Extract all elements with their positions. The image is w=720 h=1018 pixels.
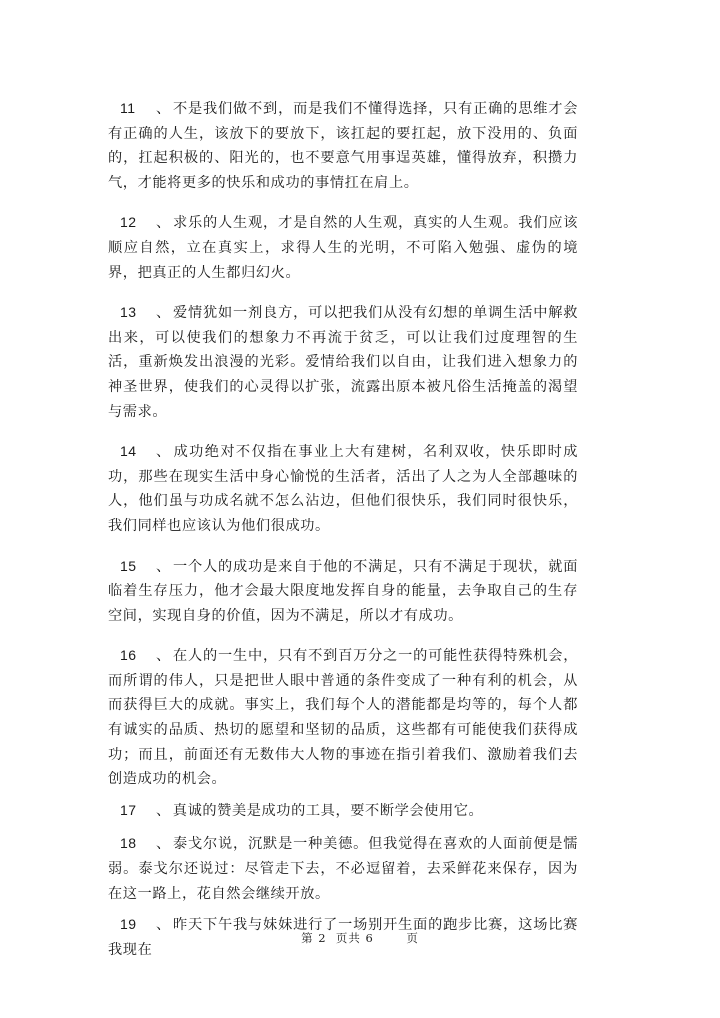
item-number: 14 — [120, 443, 137, 460]
item-text: 泰戈尔说，沉默是一种美德。但我觉得在喜欢的人面前便是懦弱。泰戈尔还说过：尽管走下去，不必逗留着，去采鲜花来保存，因为在这一路上，花自然会继续开放。 — [108, 836, 578, 902]
quote-item-18 — [108, 831, 578, 906]
quote-item-12 — [108, 210, 578, 285]
item-separator: 、 — [156, 648, 171, 665]
item-separator: 、 — [156, 101, 171, 117]
item-text: 爱情犹如一剂良方，可以把我们从没有幻想的单调生活中解救出来，可以使我们的想象力不再流于贫乏，可以让我们过度理智的生活，重新焕发出浪漫的光彩。爱情给我们以自由，让我们进入想象力的神圣世界，使我们的心灵得以扩张，流露出原本被凡俗生活掩盖的渴望与需求。 — [108, 305, 578, 420]
item-number: 13 — [120, 304, 137, 321]
page-number-suffix: 页 — [406, 931, 419, 945]
item-text: 真诚的赞美是成功的工具，要不断学会使用它。 — [172, 802, 484, 819]
item-text: 在人的一生中，只有不到百万分之一的可能性获得特殊机会，而所谓的伟人，只是把世人眼中普通的条件变成了一种有利的机会，从而获得巨大的成就。事实上，我们每个人的潜能都是均等的，每个人都有诚实的品质、热切的愿望和坚韧的品质，这些都有可能使我们获得成功；而且，前面还有无数伟大人物的事迹在指引着我们、激励着我们去创造成功的机会。 — [108, 648, 578, 788]
quote-item-11 — [108, 96, 578, 195]
page-number-gap — [374, 931, 407, 945]
item-number: 18 — [120, 835, 137, 852]
item-text: 昨天下午我与妹妹进行了一场别开生面的跑步比赛，这场比赛我现在 — [108, 917, 578, 958]
item-text: 求乐的人生观，才是自然的人生观，真实的人生观。我们应该顺应自然，立在真实上，求得人生的光明，不可陷入勉强、虚伪的境界，把真正的人生都归幻火。 — [108, 215, 578, 281]
quote-list — [108, 96, 578, 962]
quote-item-13 — [108, 300, 578, 424]
item-separator: 、 — [156, 802, 171, 819]
quote-item-16 — [108, 643, 578, 792]
page-footer — [0, 930, 720, 946]
quote-item-17 — [108, 798, 578, 824]
item-text: 一个人的成功是来自于他的不满足，只有不满足于现状，就面临着生存压力，他才会最大限度地发挥自身的能量，去争取自己的生存空间，实现自身的价值，因为不满足，所以才有成功。 — [108, 558, 578, 624]
page-number-prefix: 第 2 页共 6 — [301, 931, 374, 945]
item-number: 16 — [120, 647, 137, 664]
item-text: 成功绝对不仅指在事业上大有建树，名利双收，快乐即时成功，那些在现实生活中身心愉悦的生活者，活出了人之为人全部趣味的人，他们虽与功成名就不怎么沾边，但他们很快乐，我们同时很快乐，我们同样也应该认为他们很成功。 — [108, 444, 578, 534]
item-separator: 、 — [156, 444, 171, 461]
item-number: 11 — [120, 100, 136, 116]
item-number: 19 — [120, 916, 137, 933]
quote-item-14 — [108, 439, 578, 538]
item-number: 15 — [120, 557, 137, 574]
item-number: 17 — [120, 801, 137, 818]
item-separator: 、 — [156, 917, 171, 934]
item-separator: 、 — [156, 558, 171, 575]
item-separator: 、 — [156, 215, 171, 232]
item-separator: 、 — [156, 836, 171, 853]
item-separator: 、 — [156, 305, 171, 322]
item-text: 不是我们做不到，而是我们不懂得选择，只有正确的思维才会有正确的人生，该放下的要放下，该扛起的要扛起，放下没用的、负面的，扛起积极的、阳光的，也不要意气用事逞英雄，懂得放弃，积攒力气，才能将更多的快乐和成功的事情扛在肩上。 — [108, 101, 578, 191]
quote-item-15 — [108, 554, 578, 629]
item-number: 12 — [120, 214, 137, 231]
